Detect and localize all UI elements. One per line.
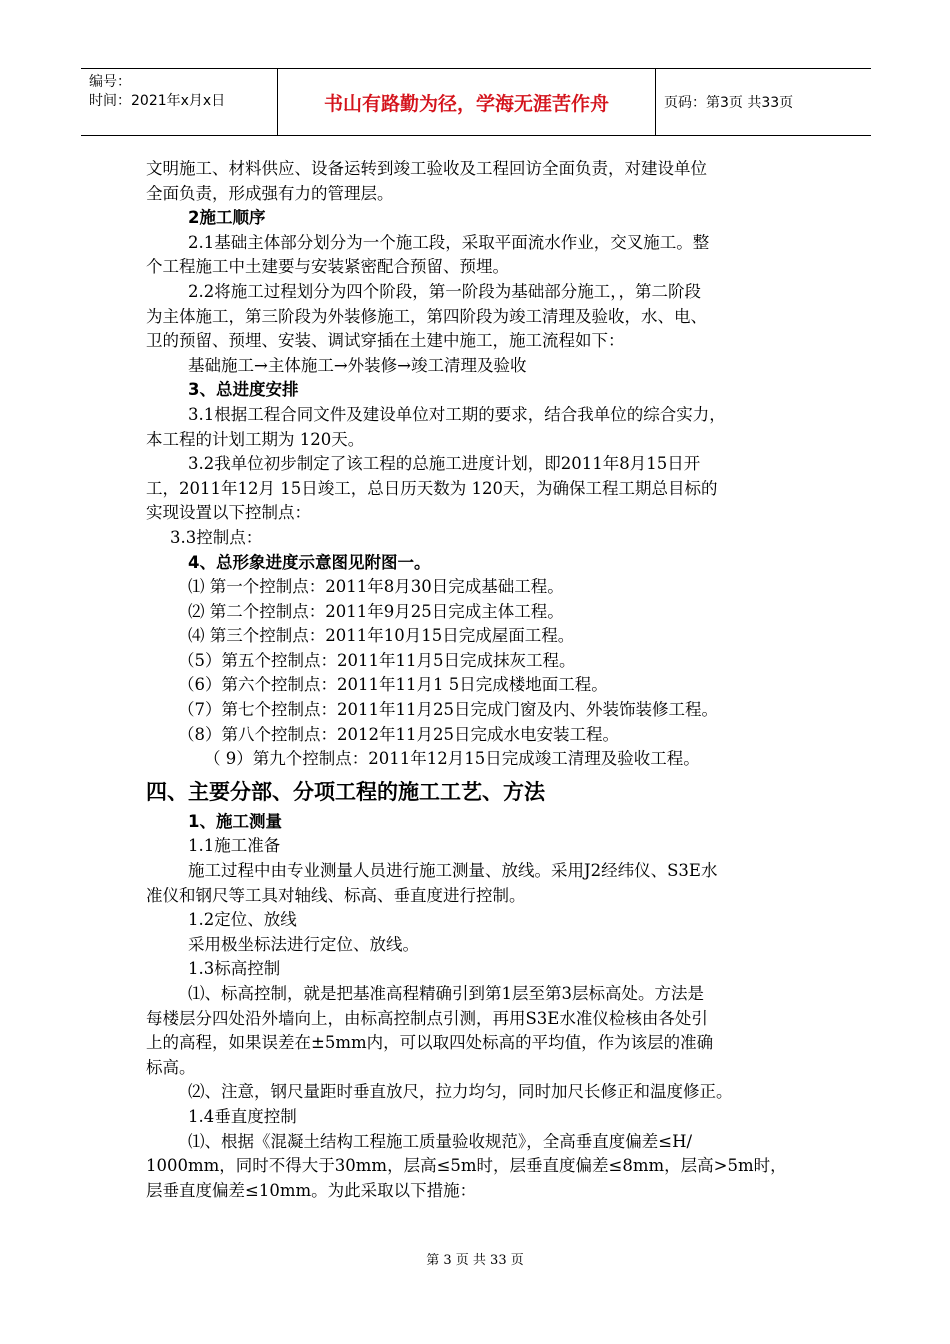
paragraph-line: 1.3标高控制 (188, 959, 281, 979)
paragraph-line: 3.2我单位初步制定了该工程的总施工进度计划，即2011年8月15日开 (188, 454, 701, 474)
paragraph-line: 施工过程中由专业测量人员进行施工测量、放线。采用J2经纬仪、S3E水 (188, 861, 718, 881)
section-heading: 四、主要分部、分项工程的施工工艺、方法 (146, 779, 545, 804)
paragraph-line: ⑷ 第三个控制点：2011年10月15日完成屋面工程。 (188, 626, 575, 646)
header-meta (81, 69, 278, 135)
paragraph-line: 1.4垂直度控制 (188, 1106, 297, 1126)
paragraph-line: 层垂直度偏差≤10mm。为此采取以下措施： (146, 1180, 477, 1200)
paragraph-line: 基础施工→主体施工→外装修→竣工清理及验收 (188, 355, 527, 375)
paragraph-line: （8）第八个控制点：2012年11月25日完成水电安装工程。 (178, 724, 619, 744)
subsection-heading: 4、总形象进度示意图见附图一。 (188, 552, 431, 572)
paragraph-line: 标高。 (146, 1057, 196, 1077)
paragraph-line: 全面负责，形成强有力的管理层。 (146, 183, 394, 203)
paragraph-line: 准仪和钢尺等工具对轴线、标高、垂直度进行控制。 (146, 885, 526, 905)
paragraph-line: 3.3控制点： (170, 527, 263, 547)
document-number-label: 编号： (89, 74, 131, 90)
paragraph-line: 文明施工、材料供应、设备运转到竣工验收及工程回访全面负责，对建设单位 (146, 159, 707, 178)
paragraph-line: 采用极坐标法进行定位、放线。 (188, 934, 419, 954)
paragraph-line: （5）第五个控制点：2011年11月5日完成抹灰工程。 (178, 650, 576, 670)
paragraph-line: 3.1根据工程合同文件及建设单位对工期的要求，结合我单位的综合实力， (188, 404, 726, 424)
paragraph-line: （ 9）第九个控制点：2011年12月15日完成竣工清理及验收工程。 (204, 749, 700, 769)
paragraph-line: 实现设置以下控制点： (146, 503, 311, 523)
header-motto: 书山有路勤为径，学海无涯苦作舟 (278, 69, 656, 135)
paragraph-line: 工，2011年12月 15日竣工，总日历天数为 120天，为确保工程工期总目标的 (146, 478, 718, 498)
page-header (81, 68, 871, 136)
subsection-heading: 2施工顺序 (188, 208, 266, 228)
paragraph-line: 上的高程，如果误差在±5mm内，可以取四处标高的平均值，作为该层的准确 (146, 1033, 714, 1053)
paragraph-line: （7）第七个控制点：2011年11月25日完成门窗及内、外装饰装修工程。 (178, 700, 718, 720)
paragraph-line: 1.1施工准备 (188, 836, 281, 856)
paragraph-line: 1000mm，同时不得大于30mm，层高≤5m时，层垂直度偏差≤8mm，层高>5m时， (146, 1156, 787, 1176)
paragraph-line: 为主体施工，第三阶段为外装修施工，第四阶段为竣工清理及验收，水、电、 (146, 306, 707, 326)
paragraph-line: 每楼层分四处沿外墙向上，由标高控制点引测，再用S3E水准仪检核由各处引 (146, 1008, 708, 1028)
subsection-heading: 3、总进度安排 (188, 380, 299, 400)
paragraph-line: ⑴、根据《混凝土结构工程施工质量验收规范》，全高垂直度偏差≤H/ (188, 1131, 693, 1151)
paragraph-line: ⑴、标高控制，就是把基准高程精确引到第1层至第3层标高处。方法是 (188, 984, 704, 1003)
paragraph-line: 卫的预留、预埋、安装、调试穿插在土建中施工，施工流程如下： (146, 331, 625, 351)
document-body (146, 157, 811, 1203)
document-date-label: 时间：2021年x月x日 (89, 93, 226, 109)
paragraph-line: 本工程的计划工期为 120天。 (146, 429, 365, 449)
subsection-heading: 1、施工测量 (188, 811, 282, 831)
paragraph-line: ⑴ 第一个控制点：2011年8月30日完成基础工程。 (188, 577, 564, 597)
header-page-number: 页码：第3页 共33页 (664, 95, 794, 111)
paragraph-line: 个工程施工中土建要与安装紧密配合预留、预埋。 (146, 257, 509, 277)
paragraph-line: ⑵ 第二个控制点：2011年9月25日完成主体工程。 (188, 601, 564, 621)
page-footer: 第 3 页 共 33 页 (426, 1253, 524, 1268)
paragraph-line: 2.1基础主体部分划分为一个施工段，采取平面流水作业，交叉施工。整 (188, 232, 710, 252)
paragraph-line: 2.2将施工过程划分为四个阶段，第一阶段为基础部分施工，，第二阶段 (188, 281, 701, 301)
paragraph-line: （6）第六个控制点：2011年11月1 5日完成楼地面工程。 (178, 675, 608, 695)
paragraph-line: ⑵、注意，钢尺量距时垂直放尺，拉力均匀，同时加尺长修正和温度修正。 (188, 1082, 733, 1102)
paragraph-line: 1.2定位、放线 (188, 910, 297, 930)
